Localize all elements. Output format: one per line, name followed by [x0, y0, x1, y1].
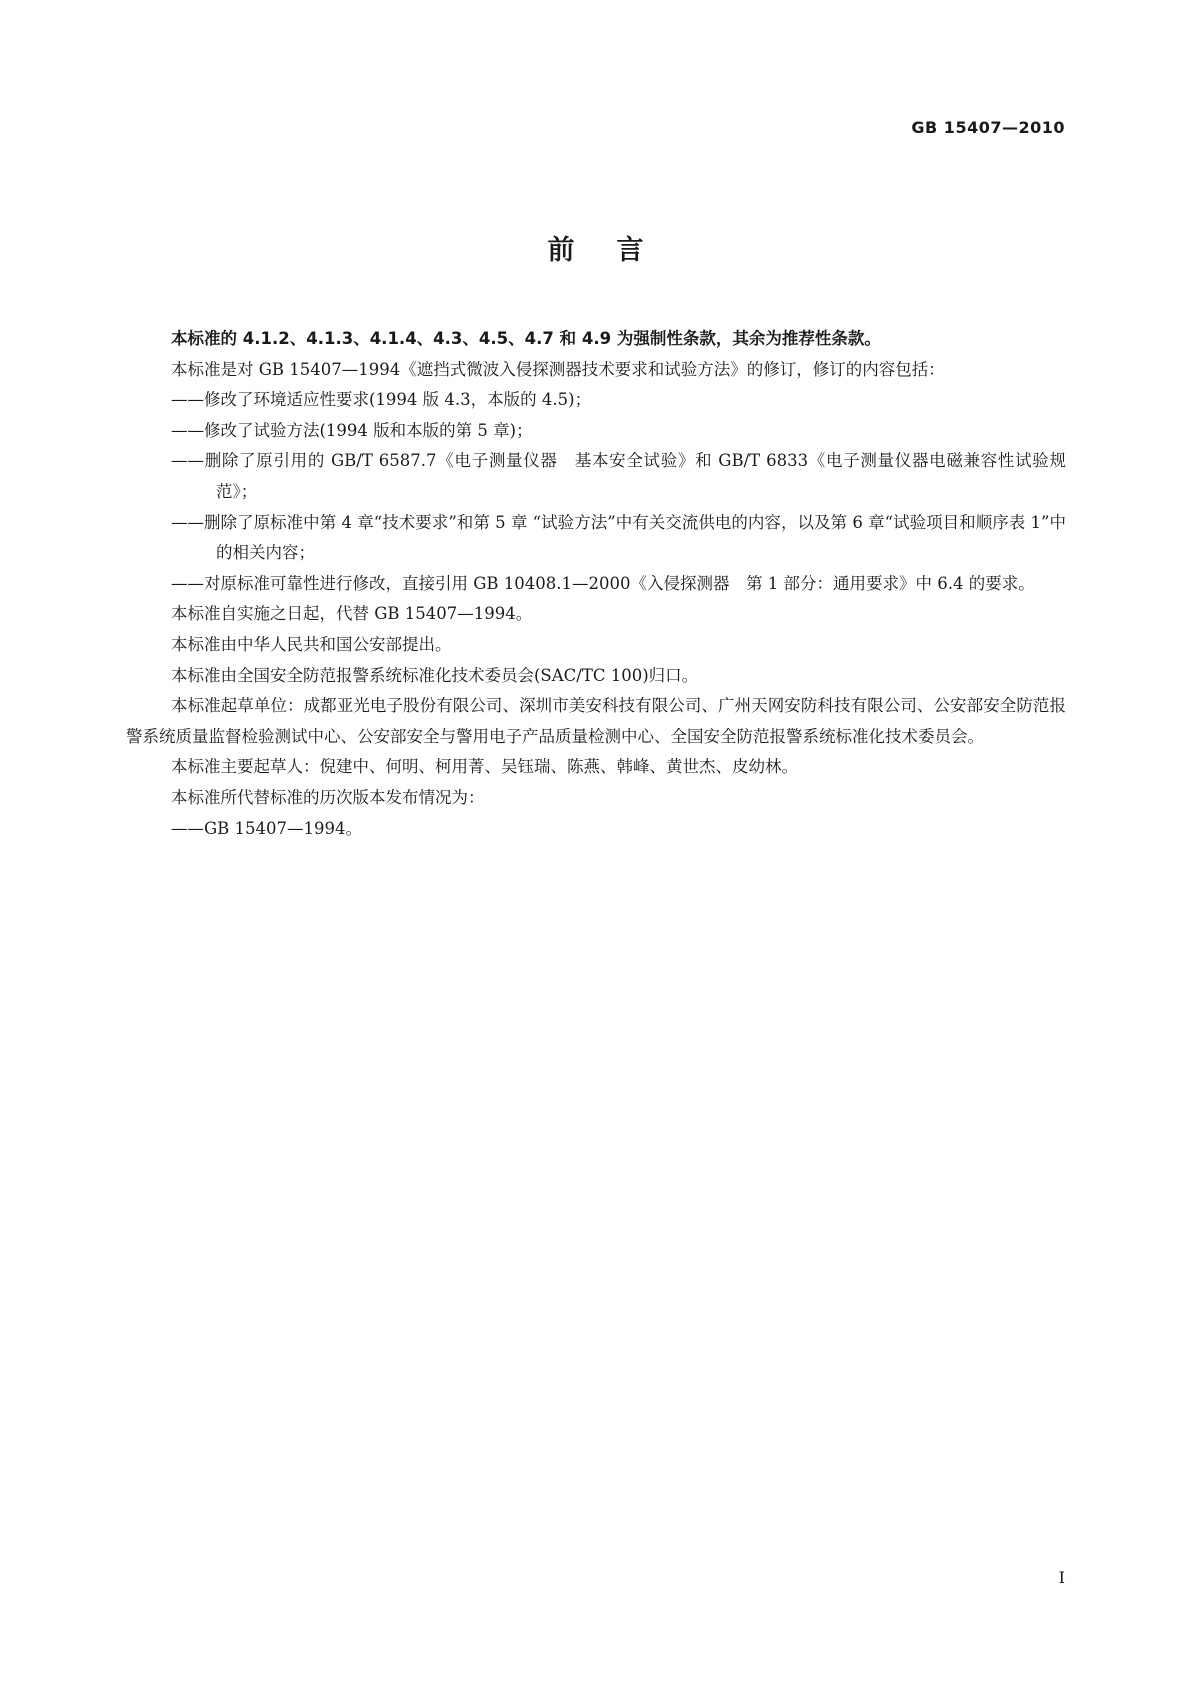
change-item: ——修改了试验方法(1994 版和本版的第 5 章)； [171, 420, 533, 440]
change-item: ——修改了环境适应性要求(1994 版 4.3，本版的 4.5)； [171, 390, 592, 410]
change-item: ——对原标准可靠性进行修改，直接引用 GB 10408.1—2000《入侵探测器 第 1 部分：通用要求》中 6.4 的要求。 [171, 573, 1035, 593]
proposer-statement: 本标准由中华人民共和国公安部提出。 [171, 634, 452, 654]
drafters: 本标准主要起草人：倪建中、何明、柯用菁、吴钰瑞、陈燕、韩峰、黄世杰、皮幼林。 [171, 757, 798, 777]
replacement-statement: 本标准自实施之日起，代替 GB 15407—1994。 [171, 604, 533, 624]
change-item: ——删除了原标准中第 4 章“技术要求”和第 5 章 “试验方法”中有关交流供电的内容，以及第 6 章“试验项目和顺序表 1”中的相关内容； [171, 512, 1066, 563]
history-intro: 本标准所代替标准的历次版本发布情况为： [171, 787, 485, 807]
page-title: 前言 [547, 235, 686, 266]
standard-code: GB 15407—2010 [911, 118, 1065, 137]
committee-statement: 本标准由全国安全防范报警系统标准化技术委员会(SAC/TC 100)归口。 [171, 665, 699, 685]
page-number: I [1058, 1568, 1065, 1587]
foreword-content [126, 324, 1066, 844]
revision-intro: 本标准是对 GB 15407—1994《遮挡式微波入侵探测器技术要求和试验方法》的修订，修订的内容包括： [171, 359, 945, 379]
mandatory-clause-statement: 本标准的 4.1.2、4.1.3、4.1.4、4.3、4.5、4.7 和 4.9 为强制性条款，其余为推荐性条款。 [171, 329, 881, 348]
change-item: ——删除了原引用的 GB/T 6587.7《电子测量仪器 基本安全试验》和 GB/T 6833《电子测量仪器电磁兼容性试验规范》； [171, 451, 1066, 501]
drafting-units: 本标准起草单位：成都亚光电子股份有限公司、深圳市美安科技有限公司、广州天网安防科技有限公司、公安部安全防范报警系统质量监督检验测试中心、公安部安全与警用电子产品质量检测中心、全国安全防范报警系统标准化技术委员会。 [126, 696, 1066, 746]
history-item: ——GB 15407—1994。 [171, 818, 363, 838]
